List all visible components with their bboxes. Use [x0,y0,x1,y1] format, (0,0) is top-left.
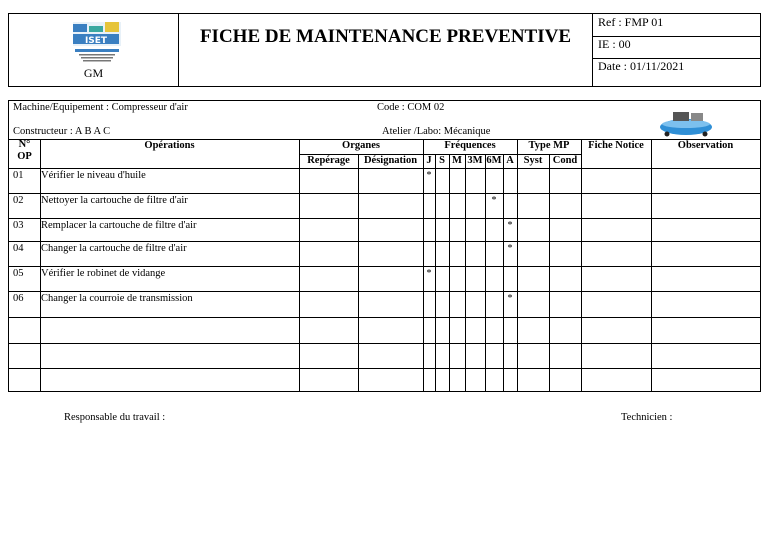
table-rule [9,343,760,344]
header-type-mp: Type MP [528,140,570,151]
subheader-reperage: Repérage [307,155,350,166]
op-number: 03 [13,220,24,231]
freq-label-6m: 6M [486,155,502,166]
table-rule [581,139,582,391]
document-header [8,13,761,87]
table-rule [435,154,436,391]
revision-index: IE : 00 [598,37,631,51]
table-rule [485,154,486,391]
freq-label-j: J [426,155,432,166]
document-title: FICHE DE MAINTENANCE PREVENTIVE [199,26,572,47]
reference-number: Ref : FMP 01 [598,15,664,29]
subheader-cond: Cond [552,155,578,166]
machine-label: Machine/Equipement : [13,102,109,113]
compressor-image [655,107,717,137]
logo-text: ISET [84,36,108,46]
table-rule [517,139,518,391]
table-rule [299,139,300,391]
table-rule [9,291,760,292]
table-rule [9,266,760,267]
header-op-number-line2: OP [17,151,32,162]
technician-signature-label: Technicien : [621,412,673,423]
op-description: Nettoyer la cartouche de filtre d'air [41,195,188,206]
header-op-number-line1: N° [18,139,31,150]
frequency-mark: * [426,268,432,279]
frequency-mark: * [426,170,432,181]
table-rule [449,154,450,391]
frequency-mark: * [491,195,497,206]
workshop: Atelier /Labo: Mécanique [382,126,491,137]
op-number: 01 [13,170,24,181]
header-divider [592,14,593,86]
machine-value: Compresseur d'air [111,102,188,113]
frequency-mark: * [507,220,513,231]
responsible-signature-label: Responsable du travail : [64,412,166,423]
table-rule [9,241,760,242]
frequency-mark: * [507,293,513,304]
table-rule [549,154,550,391]
header-observation: Observation [677,140,734,151]
table-rule [9,317,760,318]
freq-label-3m: 3M [467,155,483,166]
header-op-number [9,139,40,163]
table-rule [465,154,466,391]
institution-logo [67,20,127,66]
subheader-designation: Désignation [363,155,418,166]
table-rule [358,154,359,391]
manufacturer: Constructeur : A B A C [13,126,111,137]
header-operations: Opérations [144,140,195,151]
op-description: Changer la courroie de transmission [41,293,193,304]
table-rule [503,154,504,391]
subheader-syst: Syst [523,155,543,166]
freq-label-a: A [506,155,514,166]
table-rule [651,139,652,391]
table-rule [9,168,760,169]
frequency-mark: * [507,243,513,254]
header-organes: Organes [342,140,380,151]
machine-field [13,102,188,113]
table-rule [9,193,760,194]
op-number: 06 [13,293,24,304]
department-label: GM [83,66,104,80]
table-rule [9,368,760,369]
op-description: Vérifier le robinet de vidange [41,268,166,279]
table-rule [9,218,760,219]
freq-label-s: S [439,155,445,166]
op-number: 05 [13,268,24,279]
op-description: Remplacer la cartouche de filtre d'air [41,220,197,231]
document-date: Date : 01/11/2021 [598,59,685,73]
header-frequencies: Fréquences [444,140,496,151]
equipment-code: Code : COM 02 [377,102,445,113]
op-description: Vérifier le niveau d'huile [41,170,146,181]
op-number: 04 [13,243,24,254]
op-number: 02 [13,195,24,206]
header-fiche-notice: Fiche Notice [588,140,644,151]
maintenance-form [8,100,761,392]
op-description: Changer la cartouche de filtre d'air [41,243,187,254]
freq-label-m: M [452,155,462,166]
header-divider [178,14,179,86]
